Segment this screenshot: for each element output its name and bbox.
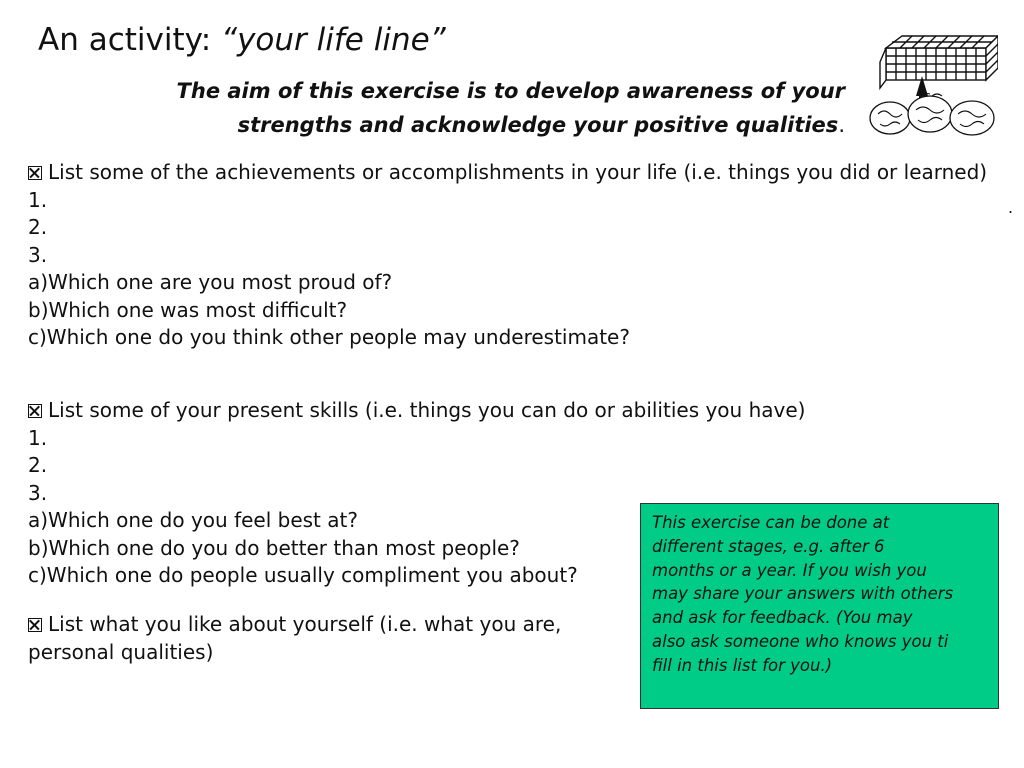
aim-line-2: strengths and acknowledge your positive qualities	[237, 113, 839, 137]
title-prefix: An activity:	[38, 22, 222, 58]
checkbox-x-icon	[28, 166, 42, 180]
note-line: also ask someone who knows you ti	[652, 631, 949, 651]
note-line: This exercise can be done at	[652, 513, 890, 532]
achievements-section	[28, 159, 988, 352]
note-line: and ask for feedback. (You may	[652, 608, 913, 628]
note-line: months or a year. If you wish you	[652, 560, 927, 580]
achievements-heading	[28, 159, 988, 187]
list-item: 2.	[28, 215, 48, 239]
skills-heading-text: List some of your present skills (i.e. things you can do or abilities you have)	[48, 398, 806, 422]
list-item: 1.	[28, 425, 48, 450]
aim-statement	[100, 74, 845, 142]
qualities-section	[28, 611, 628, 666]
note-line: fill in this list for you.)	[652, 655, 833, 675]
question-item: c)Which one do you think other people may underestimate?	[28, 325, 630, 349]
achievements-heading-text: List some of the achievements or accomplishments in your life (i.e. things you did or learned)	[48, 160, 988, 184]
qualities-heading-line-2: personal qualities)	[28, 639, 214, 664]
list-item: 3.	[28, 242, 48, 267]
note-line: may share your answers with others	[652, 584, 954, 604]
qualities-heading	[28, 611, 628, 639]
stray-mark: .	[1008, 198, 1014, 217]
question-item: b)Which one do you do better than most people?	[28, 535, 520, 560]
question-item: a)Which one are you most proud of?	[28, 270, 393, 294]
title-italic: “your life line”	[221, 22, 446, 58]
question-item: b)Which one was most difficult?	[28, 297, 348, 322]
list-item: 1.	[28, 187, 48, 212]
soccer-goal-and-balls-icon	[864, 30, 998, 140]
list-item: 2.	[28, 453, 48, 477]
checkbox-x-icon	[28, 404, 42, 418]
skills-heading	[28, 397, 928, 425]
checkbox-x-icon	[28, 618, 42, 632]
aim-end: .	[838, 113, 845, 137]
page-title	[38, 22, 446, 58]
list-item: 3.	[28, 480, 48, 505]
note-line: different stages, e.g. after 6	[652, 536, 885, 556]
question-item: c)Which one do people usually compliment you about?	[28, 563, 578, 587]
qualities-heading-line-1: List what you like about yourself (i.e. what you are,	[48, 612, 562, 636]
question-item: a)Which one do you feel best at?	[28, 508, 358, 532]
aim-line-1: The aim of this exercise is to develop awareness of your	[176, 79, 845, 103]
tip-note-box	[640, 503, 999, 709]
